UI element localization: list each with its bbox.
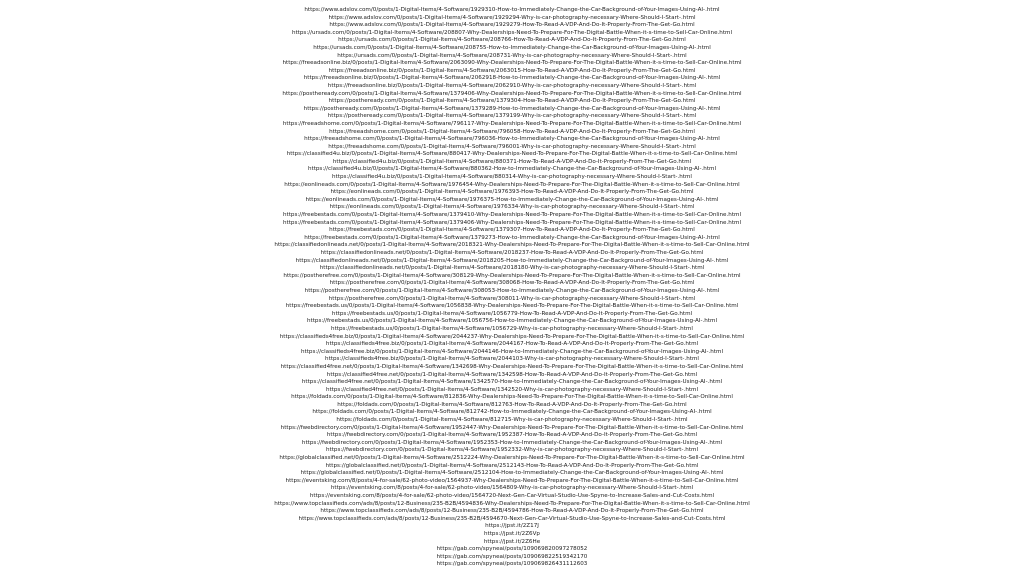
link-line[interactable]: https://www.adslov.com/0/posts/1-Digital-Items/4-Software/1929310-How-to-Immediately-Change-the-Car-Background-of-Your-Images-Using-AI-.html bbox=[304, 7, 720, 13]
link-line[interactable]: https://ursads.com/0/posts/1-Digital-Items/4-Software/208731-Why-is-car-photography-necessary-Where-Should-I-Start-.html bbox=[337, 52, 687, 59]
link-line[interactable]: https://freebestads.us/0/posts/1-Digital-Items/4-Software/1056756-How-to-Immediately-Change-the-Car-Background-of-Your-Images-Using-AI-.html bbox=[306, 318, 718, 325]
link-line[interactable]: https://freeadshome.com/0/posts/1-Digital-Items/4-Software/796001-Why-is-car-photography-necessary-Where-Should-I-Start-.html bbox=[328, 143, 696, 150]
link-line[interactable]: https://globalclassified.net/0/posts/1-Digital-Items/4-Software/2512224-Why-Dealerships-Need-To-Prepare-For-The-Digital-Battle-When-it-s-time-to-Sell-Car-Online.html bbox=[279, 455, 745, 462]
link-line[interactable]: https://freebestads.us/0/posts/1-Digital-Items/4-Software/1056779-How-To-Read-A-VDP-And-Do-It-Properly-From-The-Get-Go.html bbox=[331, 310, 693, 317]
link-line[interactable]: https://foldads.com/0/posts/1-Digital-Items/4-Software/812742-How-to-Immediately-Change-the-Car-Background-of-Your-Images-Using-AI-.html bbox=[312, 409, 712, 416]
link-line[interactable]: https://classifieds4free.biz/0/posts/1-Digital-Items/4-Software/2044103-Why-is-car-photography-necessary-Where-Should-I-Start-.html bbox=[325, 356, 699, 363]
link-line[interactable]: https://eonlineads.com/0/posts/1-Digital-Items/4-Software/1976393-How-To-Read-A-VDP-And-Do-It-Properly-From-The-Get-Go.html bbox=[330, 189, 694, 196]
link-line[interactable]: https://freebestads.com/0/posts/1-Digital-Items/4-Software/1379307-How-To-Read-A-VDP-And-Do-It-Properly-From-The-Get-Go.html bbox=[329, 227, 695, 234]
link-line[interactable]: https://eventsking.com/8/posts/4-for-sale/62-photo-video/1564937-Why-Dealerships-Need-To-Prepare-For-The-Digital-Battle-When-it-s-time-to-Sell-Car-Online.html bbox=[285, 477, 739, 484]
link-line[interactable]: https://classifiedonlineads.net/0/posts/1-Digital-Items/4-Software/2018237-How-To-Read-A-VDP-And-Do-It-Properly-From-The-Get-Go.html bbox=[320, 250, 704, 256]
link-line[interactable]: https://classified4u.biz/0/posts/1-Digital-Items/4-Software/880371-How-To-Read-A-VDP-And-Do-It-Properly-From-The-Get-Go.html bbox=[332, 158, 692, 165]
link-line[interactable]: https://fwebdirectory.com/0/posts/1-Digital-Items/4-Software/1952332-Why-is-car-photography-necessary-Where-Should-I-Start-.html bbox=[325, 447, 698, 454]
link-line[interactable]: https://classified4free.net/0/posts/1-Digital-Items/4-Software/1342520-Why-is-car-photography-necessary-Where-Should-I-Start-.html bbox=[325, 386, 699, 393]
link-line[interactable]: https://classifiedonlineads.net/0/posts/1-Digital-Items/4-Software/2018321-Why-Dealerships-Need-To-Prepare-For-The-Digital-Battle-When-it-s-time-to-Sell-Car-Online.html bbox=[274, 242, 750, 249]
link-line[interactable]: https://classifieds4free.biz/0/posts/1-Digital-Items/4-Software/2044146-How-to-Immediately-Change-the-Car-Background-of-Your-Images-Using-AI-.html bbox=[300, 348, 724, 355]
link-line[interactable]: https://freeadshome.com/0/posts/1-Digital-Items/4-Software/796036-How-to-Immediately-Change-the-Car-Background-of-Your-Images-Using-AI-.html bbox=[304, 136, 720, 143]
link-line[interactable]: https://classified4u.biz/0/posts/1-Digital-Items/4-Software/880417-Why-Dealerships-Need-To-Prepare-For-The-Digital-Battle-When-it-s-time-to-Sell-Car-Online.html bbox=[286, 151, 738, 158]
link-line[interactable]: https://classified4u.biz/0/posts/1-Digital-Items/4-Software/880362-How-to-Immediately-Change-the-Car-Background-of-Your-Images-Using-AI-.html bbox=[307, 166, 717, 173]
link-line[interactable]: https://fwebdirectory.com/0/posts/1-Digital-Items/4-Software/1952387-How-To-Read-A-VDP-And-Do-It-Properly-From-The-Get-Go.html bbox=[326, 432, 698, 439]
link-line[interactable]: https://postherefree.com/0/posts/1-Digital-Items/4-Software/308011-Why-is-car-photography-necessary-Where-Should-I-Start-.html bbox=[328, 295, 696, 302]
link-line[interactable]: https://classifiedonlineads.net/0/posts/1-Digital-Items/4-Software/2018180-Why-is-car-photography-necessary-Where-Should-I-Start-.html bbox=[319, 265, 705, 272]
link-line[interactable]: https://freeadsonline.biz/0/posts/1-Digital-Items/4-Software/2063015-How-To-Read-A-VDP-And-Do-It-Properly-From-The-Get-Go.html bbox=[328, 67, 696, 74]
link-line[interactable]: https://fwebdirectory.com/0/posts/1-Digital-Items/4-Software/1952447-Why-Dealerships-Need-To-Prepare-For-The-Digital-Battle-When-it-s-time-to-Sell-Car-Online.html bbox=[280, 424, 744, 431]
link-line[interactable]: https://gab.com/spyneai/posts/109069822519342170 bbox=[436, 553, 588, 560]
link-line[interactable]: https://globalclassified.net/0/posts/1-Digital-Items/4-Software/2512104-How-to-Immediately-Change-the-Car-Background-of-Your-Images-Using-AI-.html bbox=[300, 470, 724, 477]
link-line[interactable]: https://eventsking.com/8/posts/4-for-sale/62-photo-video/1564720-Next-Gen-Car-Virtual-Studio-Use-Spyne-to-Increase-Sales-and-Cut-Costs.html bbox=[309, 493, 715, 499]
link-line[interactable]: https://www.topclassifieds.com/ads/8/posts/12-Business/235-B2B/4594836-Why-Dealerships-Need-To-Prepare-For-The-Digital-Battle-When-it-s-time-to-Sell-Car-Online.html bbox=[274, 500, 750, 507]
link-line[interactable]: https://www.topclassifieds.com/ads/8/posts/12-Business/235-B2B/4594786-How-To-Read-A-VDP-And-Do-It-Properly-From-The-Get-Go.html bbox=[320, 508, 704, 515]
link-line[interactable]: https://gab.com/spyneai/posts/109069820097278052 bbox=[436, 546, 588, 553]
link-list bbox=[0, 7, 1024, 569]
link-line[interactable]: https://postherefree.com/0/posts/1-Digital-Items/4-Software/308053-How-to-Immediately-Change-the-Car-Background-of-Your-Images-Using-AI-.html bbox=[304, 287, 720, 294]
link-line[interactable]: https://www.adslov.com/0/posts/1-Digital-Items/4-Software/1929294-Why-is-car-photography-necessary-Where-Should-I-Start-.html bbox=[328, 14, 696, 21]
link-line[interactable]: https://freebestads.com/0/posts/1-Digital-Items/4-Software/1379406-Why-Dealerships-Need-To-Prepare-For-The-Digital-Battle-When-it-s-time-to-Sell-Car-Online.html bbox=[282, 219, 742, 226]
link-line[interactable]: https://postheready.com/0/posts/1-Digital-Items/4-Software/1379304-How-To-Read-A-VDP-And-Do-It-Properly-From-The-Get-Go.html bbox=[328, 98, 696, 105]
link-line[interactable]: https://classifieds4free.biz/0/posts/1-Digital-Items/4-Software/2044167-How-To-Read-A-VDP-And-Do-It-Properly-From-The-Get-Go.html bbox=[325, 341, 699, 348]
link-line[interactable]: https://fwebdirectory.com/0/posts/1-Digital-Items/4-Software/1952353-How-to-Immediately-Change-the-Car-Background-of-Your-Images-Using-AI-.html bbox=[301, 439, 723, 446]
link-line[interactable]: https://classified4free.net/0/posts/1-Digital-Items/4-Software/1342698-Why-Dealerships-Need-To-Prepare-For-The-Digital-Battle-When-it-s-time-to-Sell-Car-Online.html bbox=[280, 363, 744, 370]
link-line[interactable]: https://ursads.com/0/posts/1-Digital-Items/4-Software/208755-How-to-Immediately-Change-the-Car-Background-of-Your-Images-Using-AI-.html bbox=[313, 44, 711, 51]
link-line[interactable]: https://freeadshome.com/0/posts/1-Digital-Items/4-Software/796058-How-To-Read-A-VDP-And-Do-It-Properly-From-The-Get-Go.html bbox=[329, 128, 695, 135]
link-line[interactable]: https://jpst.it/2Z17J bbox=[485, 523, 539, 530]
link-line[interactable]: https://classifieds4free.biz/0/posts/1-Digital-Items/4-Software/2044237-Why-Dealerships-Need-To-Prepare-For-The-Digital-Battle-When-it-s-time-to-Sell-Car-Online.html bbox=[279, 333, 745, 340]
link-line[interactable]: https://foldads.com/0/posts/1-Digital-Items/4-Software/812763-How-To-Read-A-VDP-And-Do-It-Properly-From-The-Get-Go.html bbox=[337, 401, 687, 408]
link-line[interactable]: https://freebestads.com/0/posts/1-Digital-Items/4-Software/1379273-How-to-Immediately-Change-the-Car-Background-of-Your-Images-Using-AI-.html bbox=[304, 234, 720, 241]
link-line[interactable]: https://classified4u.biz/0/posts/1-Digital-Items/4-Software/880314-Why-is-car-photography-necessary-Where-Should-I-Start-.html bbox=[332, 174, 692, 181]
link-line[interactable]: https://classified4free.net/0/posts/1-Digital-Items/4-Software/1342598-How-To-Read-A-VDP-And-Do-It-Properly-From-The-Get-Go.html bbox=[326, 371, 698, 378]
link-line[interactable]: https://eventsking.com/8/posts/4-for-sale/62-photo-video/1564809-Why-is-car-photography-necessary-Where-Should-I-Start-.html bbox=[330, 485, 694, 492]
link-line[interactable]: https://freebestads.com/0/posts/1-Digital-Items/4-Software/1379410-Why-Dealerships-Need-To-Prepare-For-The-Digital-Battle-When-it-s-time-to-Sell-Car-Online.html bbox=[282, 212, 742, 219]
link-line[interactable]: https://freebestads.us/0/posts/1-Digital-Items/4-Software/1056838-Why-Dealerships-Need-To-Prepare-For-The-Digital-Battle-When-it-s-time-to-Sell-Car-Online.html bbox=[285, 303, 739, 310]
link-line[interactable]: https://www.adslov.com/0/posts/1-Digital-Items/4-Software/1929279-How-To-Read-A-VDP-And-Do-It-Properly-From-The-Get-Go.html bbox=[329, 22, 695, 29]
link-line[interactable]: https://eonlineads.com/0/posts/1-Digital-Items/4-Software/1976334-Why-is-car-photography-necessary-Where-Should-I-Start-.html bbox=[329, 204, 695, 211]
link-line[interactable]: https://ursads.com/0/posts/1-Digital-Items/4-Software/208807-Why-Dealerships-Need-To-Prepare-For-The-Digital-Battle-When-it-s-time-to-Sell-Car-Online.html bbox=[291, 29, 733, 36]
link-line[interactable]: https://ursads.com/0/posts/1-Digital-Items/4-Software/208766-How-To-Read-A-VDP-And-Do-It-Properly-From-The-Get-Go.html bbox=[338, 37, 686, 44]
link-line[interactable]: https://globalclassified.net/0/posts/1-Digital-Items/4-Software/2512143-How-To-Read-A-VDP-And-Do-It-Properly-From-The-Get-Go.html bbox=[325, 462, 699, 469]
link-line[interactable]: https://freeadsonline.biz/0/posts/1-Digital-Items/4-Software/2062918-How-to-Immediately-Change-the-Car-Background-of-Your-Images-Using-AI-.html bbox=[303, 75, 721, 82]
link-line[interactable]: https://eonlineads.com/0/posts/1-Digital-Items/4-Software/1976454-Why-Dealerships-Need-To-Prepare-For-The-Digital-Battle-When-it-s-time-to-Sell-Car-Online.html bbox=[284, 181, 740, 188]
link-line[interactable]: https://classifiedonlineads.net/0/posts/1-Digital-Items/4-Software/2018205-How-to-Immediately-Change-the-Car-Background-of-Your-Images-Using-AI-.html bbox=[295, 257, 729, 264]
link-line[interactable]: https://foldads.com/0/posts/1-Digital-Items/4-Software/812715-Why-is-car-photography-necessary-Where-Should-I-Start-.html bbox=[336, 417, 688, 424]
link-line[interactable]: https://postheready.com/0/posts/1-Digital-Items/4-Software/1379289-How-to-Immediately-Change-the-Car-Background-of-Your-Images-Using-AI-.html bbox=[303, 105, 721, 112]
link-line[interactable]: https://jpst.it/2Z6He bbox=[483, 538, 541, 545]
link-line[interactable]: https://freebestads.us/0/posts/1-Digital-Items/4-Software/1056729-Why-is-car-photography-necessary-Where-Should-I-Start-.html bbox=[331, 325, 693, 332]
link-line[interactable]: https://jpst.it/2Z6Vp bbox=[483, 530, 540, 537]
link-line[interactable]: https://freeadsonline.biz/0/posts/1-Digital-Items/4-Software/2063090-Why-Dealerships-Need-To-Prepare-For-The-Digital-Battle-When-it-s-time-to-Sell-Car-Online.html bbox=[282, 60, 742, 67]
link-line[interactable]: https://freeadshome.com/0/posts/1-Digital-Items/4-Software/796117-Why-Dealerships-Need-To-Prepare-For-The-Digital-Battle-When-it-s-time-to-Sell-Car-Online.html bbox=[282, 120, 742, 127]
link-line[interactable]: https://classified4free.net/0/posts/1-Digital-Items/4-Software/1342570-How-to-Immediately-Change-the-Car-Background-of-Your-Images-Using-AI-.html bbox=[301, 379, 723, 386]
link-line[interactable]: https://postheready.com/0/posts/1-Digital-Items/4-Software/1379406-Why-Dealerships-Need-To-Prepare-For-The-Digital-Battle-When-it-s-time-to-Sell-Car-Online.html bbox=[282, 90, 742, 97]
link-line[interactable]: https://postheready.com/0/posts/1-Digital-Items/4-Software/1379199-Why-is-car-photography-necessary-Where-Should-I-Start-.html bbox=[327, 113, 697, 120]
link-line[interactable]: https://postherefree.com/0/posts/1-Digital-Items/4-Software/308129-Why-Dealerships-Need-To-Prepare-For-The-Digital-Battle-When-it-s-time-to-Sell-Car-Online.html bbox=[283, 272, 741, 279]
link-line[interactable]: https://postherefree.com/0/posts/1-Digital-Items/4-Software/308068-How-To-Read-A-VDP-And-Do-It-Properly-From-The-Get-Go.html bbox=[329, 280, 695, 287]
link-line[interactable]: https://eonlineads.com/0/posts/1-Digital-Items/4-Software/1976375-How-to-Immediately-Change-the-Car-Background-of-Your-Images-Using-AI-.html bbox=[305, 196, 719, 203]
link-line[interactable]: https://freeadsonline.biz/0/posts/1-Digital-Items/4-Software/2062910-Why-is-car-photography-necessary-Where-Should-I-Start-.html bbox=[327, 82, 697, 89]
link-line[interactable]: https://www.topclassifieds.com/ads/8/posts/12-Business/235-B2B/4594670-Next-Gen-Car-Virtual-Studio-Use-Spyne-to-Increase-Sales-and-Cut-Costs.html bbox=[298, 515, 726, 522]
link-line[interactable]: https://gab.com/spyneai/posts/109069826431112603 bbox=[436, 561, 588, 568]
link-line[interactable]: https://foldads.com/0/posts/1-Digital-Items/4-Software/812836-Why-Dealerships-Need-To-Prepare-For-The-Digital-Battle-When-it-s-time-to-Sell-Car-Online.html bbox=[291, 394, 733, 401]
